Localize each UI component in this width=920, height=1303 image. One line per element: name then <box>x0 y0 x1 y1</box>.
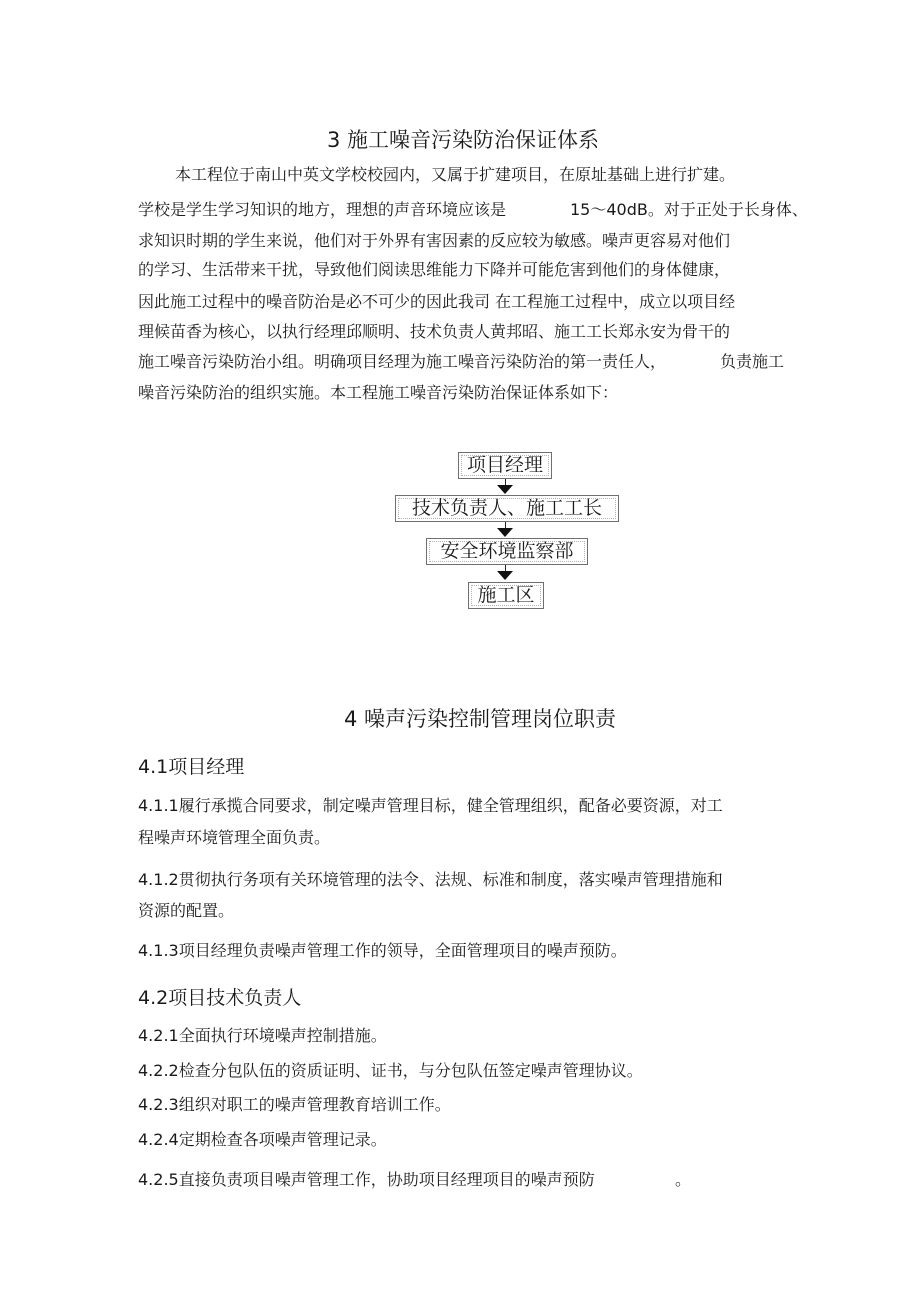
paragraph-line: 本工程位于南山中英文学校校园内，又属于扩建项目，在原址基础上进行扩建。 <box>175 165 736 184</box>
paragraph-line: 4.2.5直接负责项目噪声管理工作，协助项目经理项目的噪声预防 <box>138 1170 595 1189</box>
flow-node-safety-dept: 安全环境监察部 <box>426 538 588 565</box>
flow-node-project-manager: 项目经理 <box>458 452 552 479</box>
section-3-title: 3 施工噪音污染防治保证体系 <box>327 128 600 152</box>
paragraph-line: 负责施工 <box>720 352 785 371</box>
paragraph-line: 。 <box>675 1170 692 1189</box>
paragraph-line: 4.1.3项目经理负责噪声管理工作的领导，全面管理项目的噪声预防。 <box>138 941 627 960</box>
paragraph-line: 4.2.2检查分包队伍的资质证明、证书，与分包队伍签定噪声管理协议。 <box>138 1061 643 1080</box>
paragraph-line: 4.1.2贯彻执行务项有关环境管理的法令、法规、标准和制度，落实噪声管理措施和 <box>138 870 723 889</box>
paragraph-line: 理候苗香为核心，以执行经理邱顺明、技术负责人黄邦昭、施工工长郑永安为骨干的 <box>138 322 731 341</box>
paragraph-line: 4.2.1全面执行环境噪声控制措施。 <box>138 1026 387 1045</box>
paragraph-line: 15～40dB。对于正处于长身体、 <box>570 200 808 219</box>
arrow-down-icon <box>497 571 513 580</box>
paragraph-line: 求知识时期的学生来说，他们对于外界有害因素的反应较为敏感。噪声更容易对他们 <box>138 231 731 250</box>
subsection-4-1-title: 4.1项目经理 <box>138 756 245 778</box>
paragraph-line: 因此施工过程中的噪音防治是必不可少的因此我司 在工程施工过程中，成立以项目经 <box>138 292 736 311</box>
paragraph-line: 学校是学生学习知识的地方，理想的声音环境应该是 <box>138 200 507 219</box>
paragraph-line: 噪音污染防治的组织实施。本工程施工噪音污染防治保证体系如下： <box>138 383 619 402</box>
flow-node-construction-area: 施工区 <box>468 582 544 609</box>
arrow-down-icon <box>497 485 513 494</box>
arrow-down-icon <box>497 528 513 537</box>
paragraph-line: 4.2.3组织对职工的噪声管理教育培训工作。 <box>138 1095 451 1114</box>
paragraph-line: 施工噪音污染防治小组。明确项目经理为施工噪音污染防治的第一责任人， <box>138 352 667 371</box>
paragraph-line: 资源的配置。 <box>138 901 235 920</box>
section-4-title: 4 噪声污染控制管理岗位职责 <box>344 707 617 731</box>
paragraph-line: 4.1.1履行承揽合同要求，制定噪声管理目标，健全管理组织，配备必要资源，对工 <box>138 796 723 815</box>
paragraph-line: 4.2.4定期检查各项噪声管理记录。 <box>138 1130 387 1149</box>
flow-node-technical-lead: 技术负责人、施工工长 <box>395 495 619 522</box>
subsection-4-2-title: 4.2项目技术负责人 <box>138 987 302 1009</box>
paragraph-line: 的学习、生活带来干扰，导致他们阅读思维能力下降并可能危害到他们的身体健康， <box>138 260 731 279</box>
paragraph-line: 程噪声环境管理全面负责。 <box>138 828 331 847</box>
